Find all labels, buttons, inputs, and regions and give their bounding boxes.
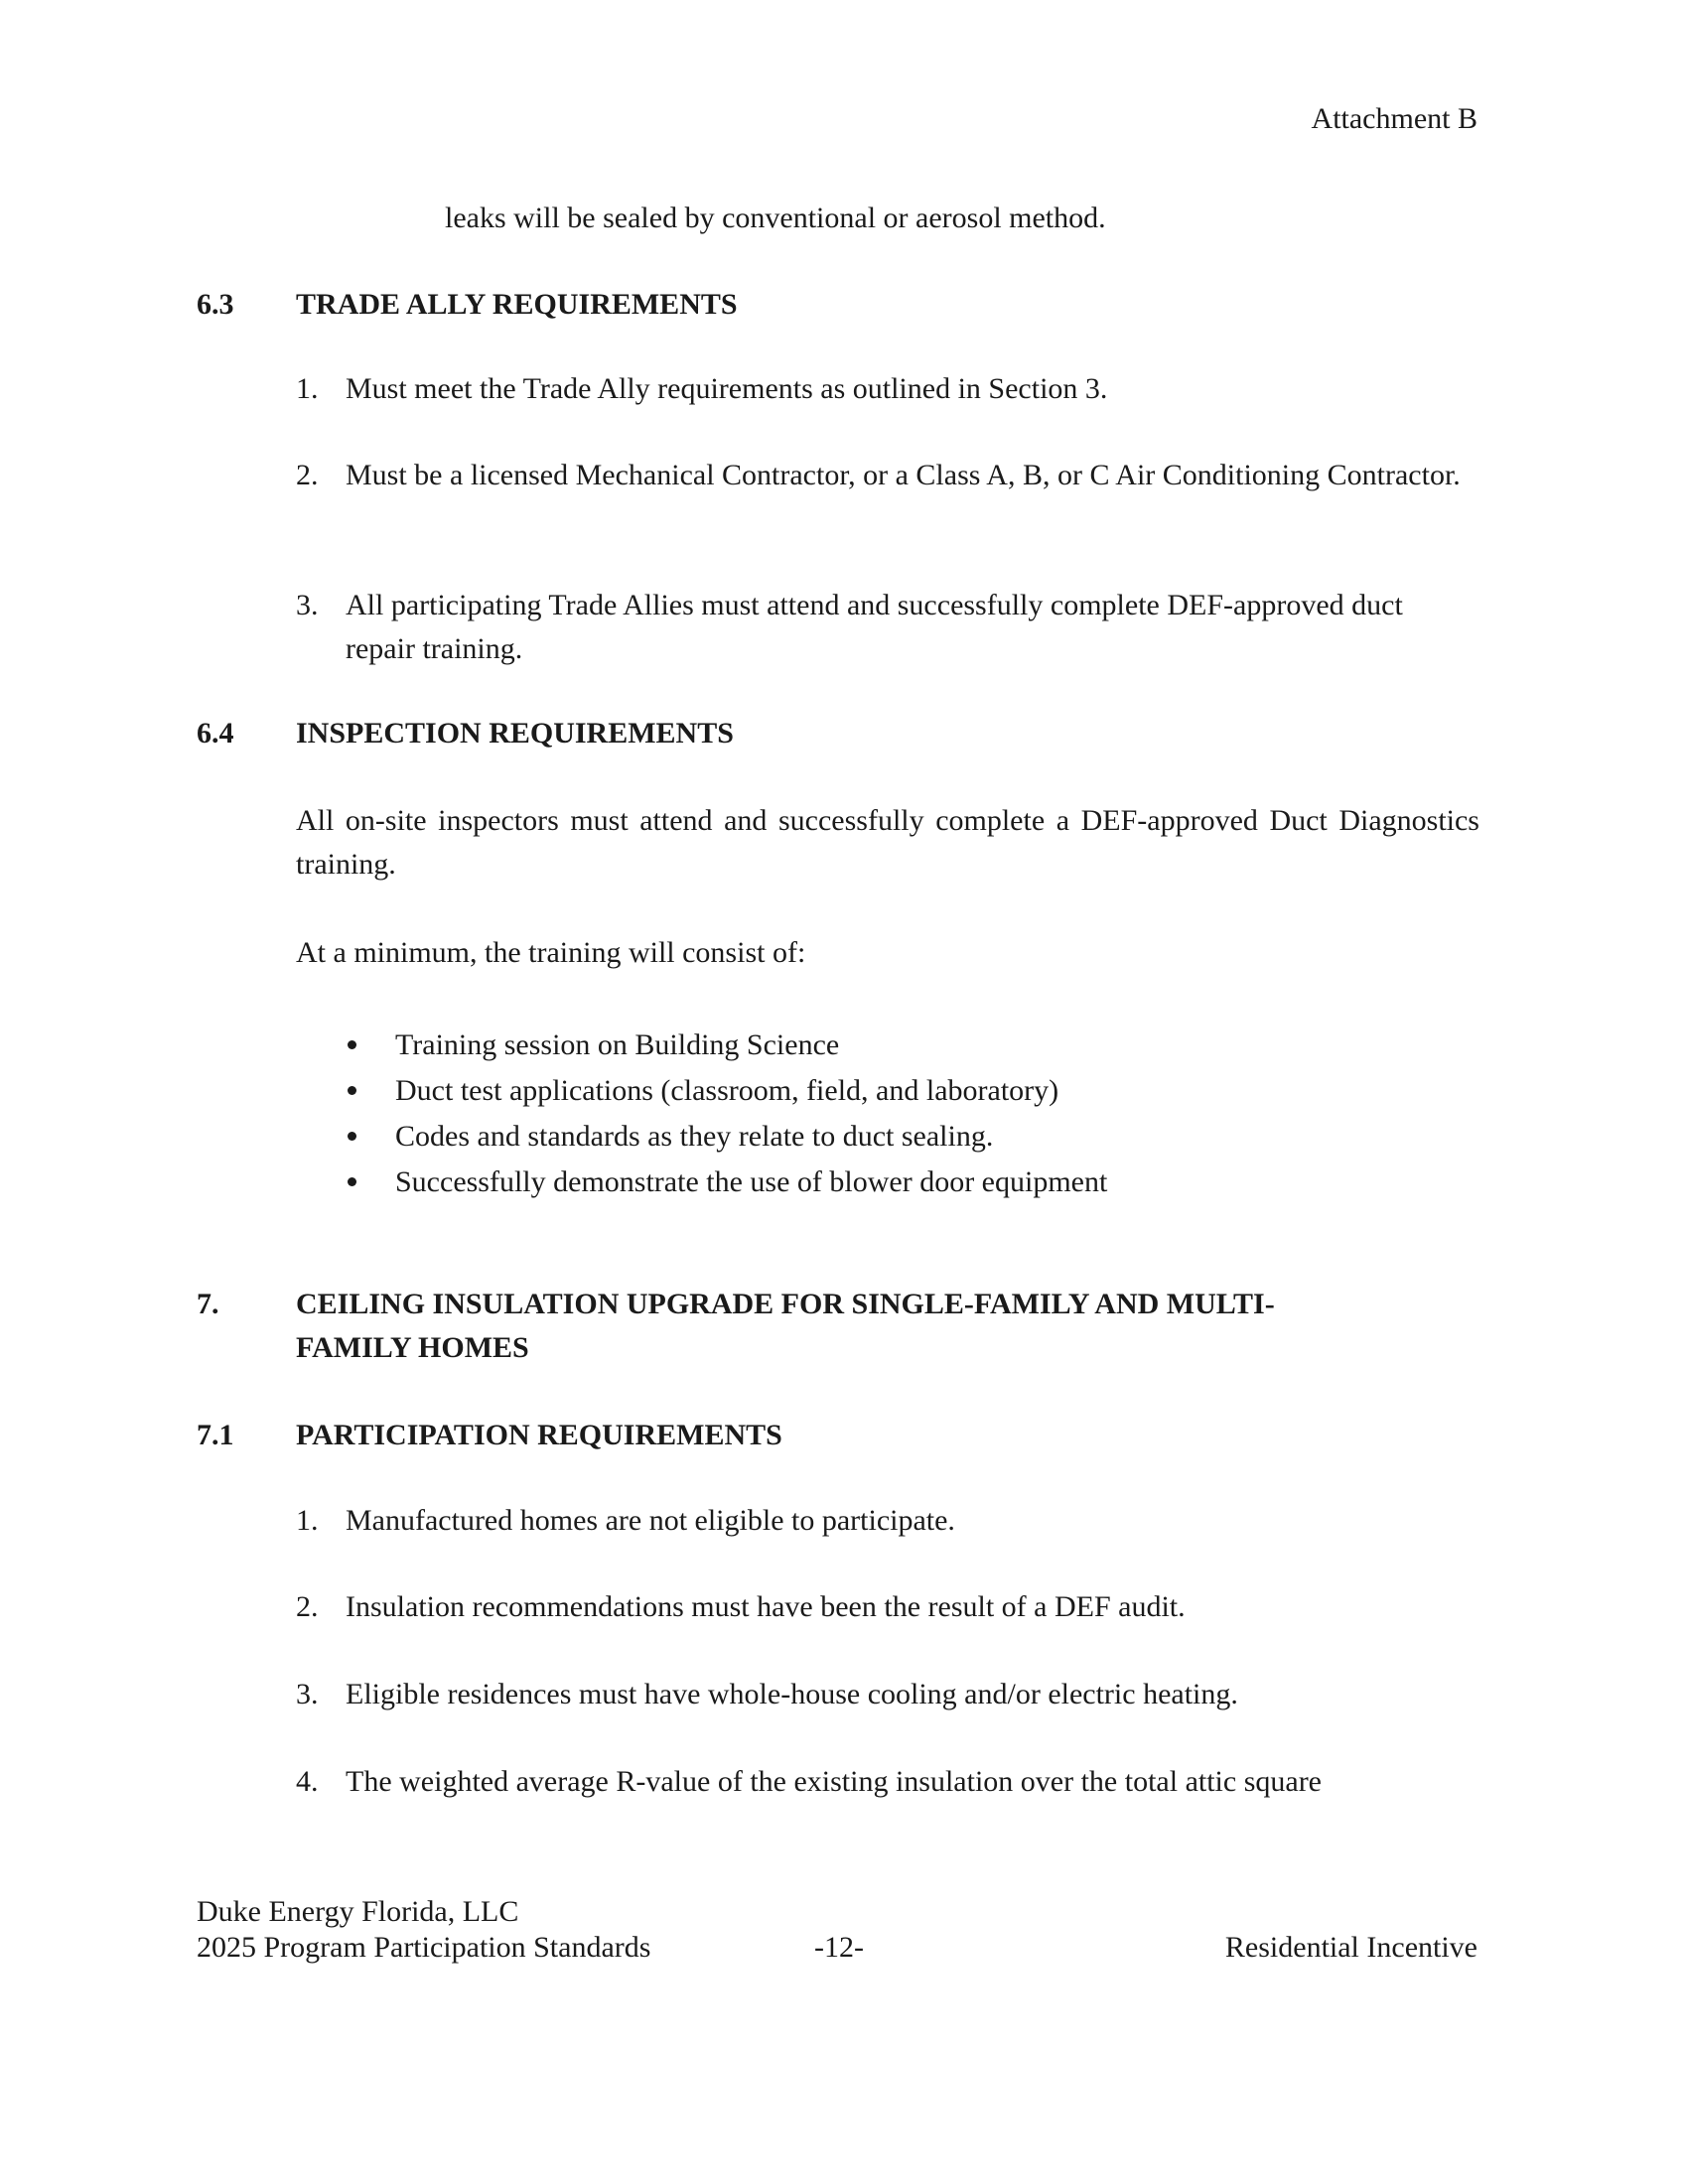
bullet-item — [346, 1023, 1438, 1068]
training-intro: At a minimum, the training will consist of: — [296, 936, 806, 969]
list-item-text: Must be a licensed Mechanical Contractor, or a Class A, B, or C Air Conditioning Contractor. — [346, 459, 1461, 491]
bullet-text: Duct test applications (classroom, field, and laboratory) — [395, 1074, 1059, 1107]
list-item-text: Manufactured homes are not eligible to participate. — [346, 1504, 955, 1537]
list-item — [296, 1673, 1479, 1716]
list-item — [296, 1585, 1479, 1629]
list-item-text: Must meet the Trade Ally requirements as outlined in Section 3. — [346, 372, 1108, 405]
list-item-number: 2. — [296, 1590, 319, 1623]
list-item-number: 2. — [296, 459, 319, 491]
bullet-icon — [348, 1132, 356, 1141]
bullet-text: Training session on Building Science — [395, 1028, 840, 1061]
section-6-3-title: TRADE ALLY REQUIREMENTS — [296, 288, 738, 321]
list-item-number: 3. — [296, 589, 319, 621]
list-item-number: 1. — [296, 1504, 319, 1537]
attachment-label: Attachment B — [1311, 102, 1477, 135]
section-7-title-line-1: CEILING INSULATION UPGRADE FOR SINGLE-FAMILY AND MULTI- — [296, 1288, 1275, 1320]
list-item-text: Eligible residences must have whole-house cooling and/or electric heating. — [346, 1678, 1238, 1710]
list-item — [296, 584, 1479, 671]
list-item-text: The weighted average R-value of the existing insulation over the total attic square — [346, 1765, 1322, 1798]
list-item-text: All participating Trade Allies must attend and successfully complete DEF-approved duct repair training. — [346, 589, 1403, 665]
footer-document: 2025 Program Participation Standards — [197, 1931, 651, 1964]
section-7-1-title: PARTICIPATION REQUIREMENTS — [296, 1419, 782, 1451]
bullet-icon — [348, 1086, 356, 1095]
inspection-paragraph: All on-site inspectors must attend and successfully complete a DEF-approved Duct Diagnostics training. — [296, 804, 1479, 881]
bullet-item — [346, 1114, 1438, 1160]
bullet-item — [346, 1068, 1438, 1114]
bullet-item — [346, 1160, 1438, 1205]
continuation-text: leaks will be sealed by conventional or aerosol method. — [445, 202, 1106, 234]
list-item — [296, 1760, 1479, 1804]
bullet-text: Codes and standards as they relate to duct sealing. — [395, 1120, 994, 1153]
footer-company: Duke Energy Florida, LLC — [197, 1895, 519, 1928]
section-7-title-line-2: FAMILY HOMES — [296, 1331, 529, 1364]
list-item-number: 3. — [296, 1678, 319, 1710]
bullet-icon — [348, 1040, 356, 1049]
bullet-text: Successfully demonstrate the use of blower door equipment — [395, 1165, 1108, 1198]
list-item — [296, 367, 1479, 411]
section-6-4-title: INSPECTION REQUIREMENTS — [296, 717, 734, 750]
list-item-number: 1. — [296, 372, 319, 405]
list-item-text: Insulation recommendations must have been the result of a DEF audit. — [346, 1590, 1186, 1623]
footer-left — [197, 1894, 650, 1966]
section-7-number: 7. — [197, 1288, 219, 1320]
section-7-1-number: 7.1 — [197, 1419, 234, 1451]
list-item-number: 4. — [296, 1765, 319, 1798]
list-item — [296, 454, 1479, 497]
bullet-icon — [348, 1177, 356, 1186]
section-6-3-number: 6.3 — [197, 288, 234, 321]
footer-page-number: -12- — [814, 1931, 864, 1964]
section-6-4-number: 6.4 — [197, 717, 234, 750]
footer-category: Residential Incentive — [1224, 1931, 1477, 1964]
list-item — [296, 1499, 1479, 1543]
training-bullet-list — [346, 1023, 1438, 1205]
